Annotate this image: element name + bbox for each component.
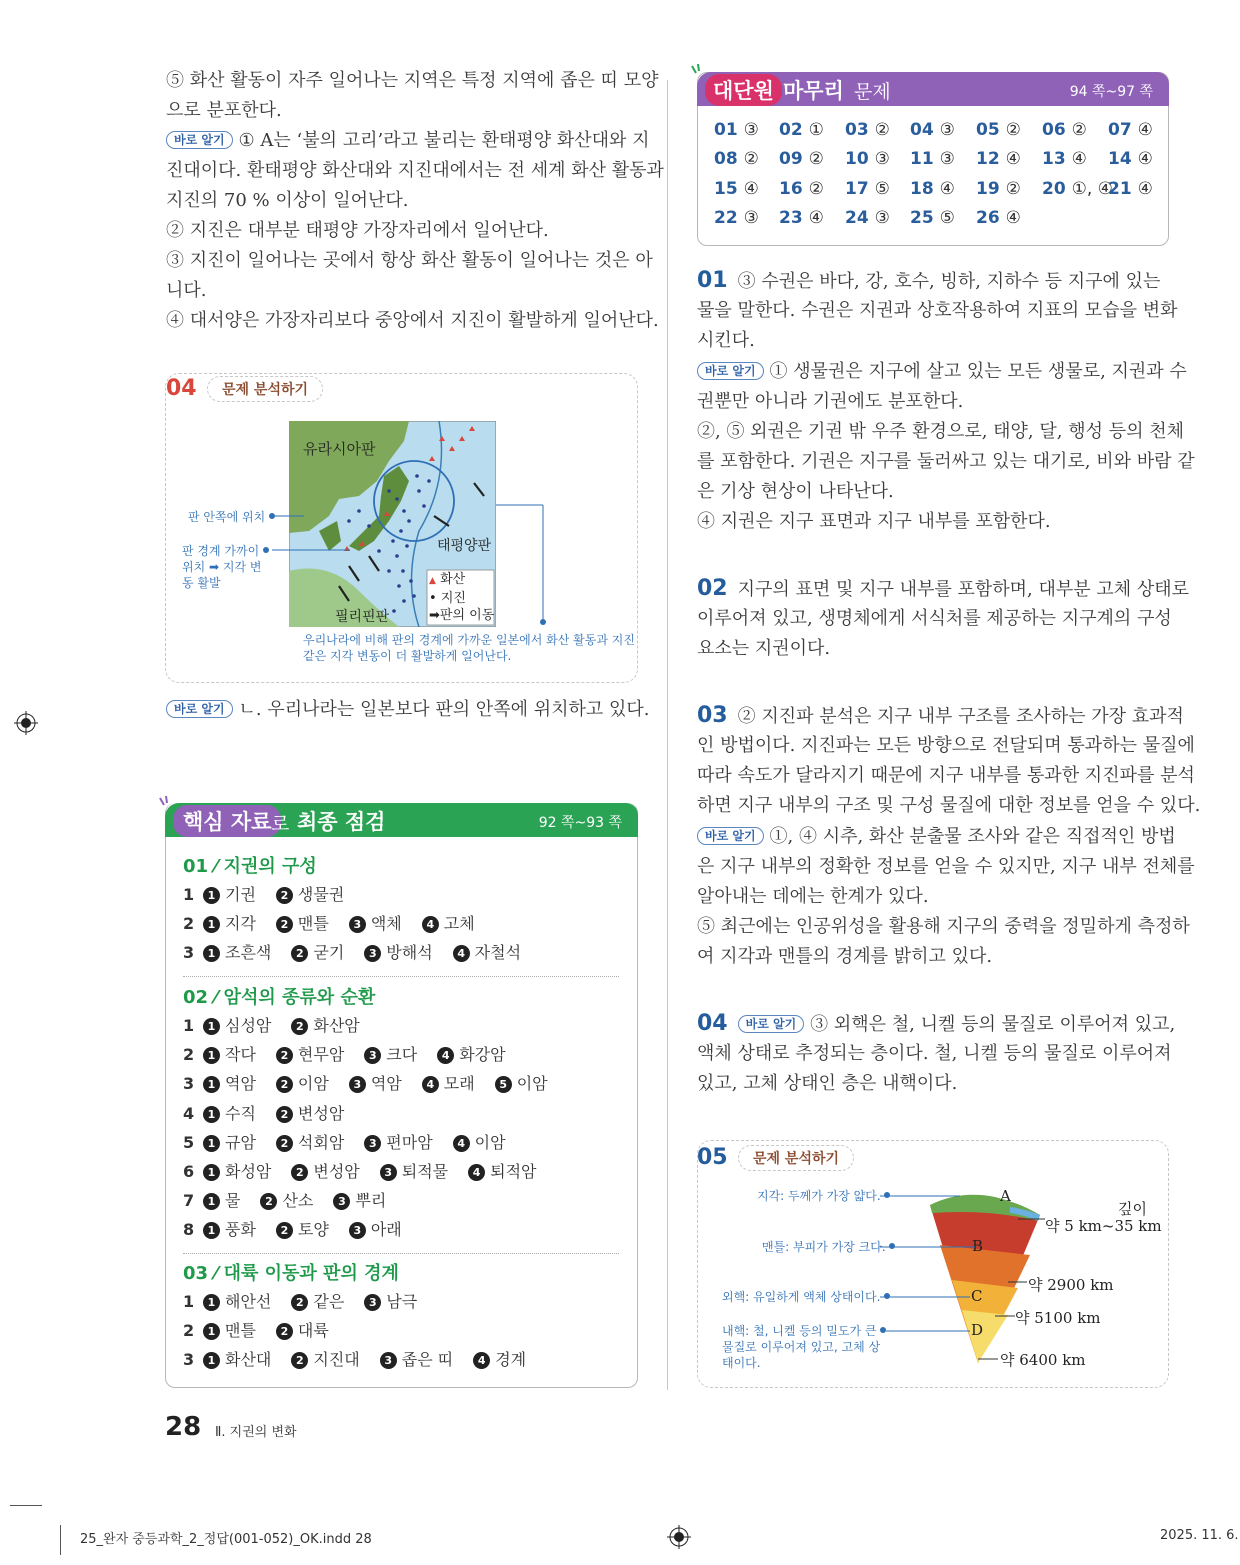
summary-section-title: 03 ⁄ 대륙 이동과 판의 경계 xyxy=(183,1263,399,1284)
text-line: ⑤ 화산 활동이 자주 일어나는 지역은 특정 지역에 좁은 띠 모양 xyxy=(166,70,659,91)
number-marker: 3 xyxy=(364,1047,381,1064)
summary-answer: 3 편마암 xyxy=(364,1130,432,1153)
answer-item: 26 ④ xyxy=(976,207,1021,228)
number-marker: 4 xyxy=(473,1352,490,1369)
number-marker: 2 xyxy=(291,945,308,962)
number-marker: 3 xyxy=(349,916,366,933)
text-line: ④ 대서양은 가장자리보다 중앙에서 지진이 활발하게 일어난다. xyxy=(166,310,659,331)
number-marker: 2 xyxy=(276,1106,293,1123)
number-marker: 2 xyxy=(291,1018,308,1035)
number-marker: 2 xyxy=(276,1076,293,1093)
section-divider xyxy=(183,976,619,977)
number-marker: 1 xyxy=(203,1135,220,1152)
summary-answer: 1 화성암 xyxy=(203,1159,271,1182)
depth-label: 약 2900 km xyxy=(1028,1276,1114,1294)
number-marker: 3 xyxy=(349,1222,366,1239)
number-marker: 1 xyxy=(203,916,220,933)
depth-label: 약 5100 km xyxy=(1015,1309,1101,1327)
summary-row: 2 1 맨틀 2 대륙 xyxy=(183,1318,349,1341)
answer-item: 18 ④ xyxy=(910,178,955,199)
map-legend: ▲ 화산 • 지진 ➡판의 이동 xyxy=(429,572,495,623)
number-marker: 4 xyxy=(453,945,470,962)
summary-answer: 4 고체 xyxy=(422,911,475,934)
answer-item: 16 ② xyxy=(779,178,824,199)
summary-answer: 1 맨틀 xyxy=(203,1318,256,1341)
answer-item: 15 ④ xyxy=(714,178,759,199)
summary-answer: 5 이암 xyxy=(495,1071,548,1094)
text-line: 바로 알기 ① A는 ‘불의 고리’라고 불리는 환태평양 화산대와 지 xyxy=(166,126,650,156)
summary-answer: 2 같은 xyxy=(291,1289,344,1312)
number-marker: 2 xyxy=(276,1323,293,1340)
answer-item: 20 ①, ④ xyxy=(1042,178,1113,199)
analysis-tag: 문제 분석하기 xyxy=(207,376,323,402)
section-divider xyxy=(183,1253,619,1254)
answer-item: 07 ④ xyxy=(1108,120,1153,140)
number-marker: 2 xyxy=(291,1164,308,1181)
callout-mantle: 맨틀: 부피가 가장 크다. xyxy=(762,1239,895,1255)
text-line: 바로 알기 ㄴ. 우리나라는 일본보다 판의 안쪽에 위치하고 있다. xyxy=(166,695,649,725)
summary-row: 1 1 심성암 2 화산암 xyxy=(183,1013,380,1036)
answer-item: 24 ③ xyxy=(845,207,890,228)
number-marker: 3 xyxy=(364,945,381,962)
wrong-badge: 바로 알기 xyxy=(166,700,233,718)
summary-section-title: 01 ⁄ 지권의 구성 xyxy=(183,856,317,877)
question-number: 01 xyxy=(697,268,728,293)
layer-label-c: C xyxy=(971,1287,983,1305)
label-pacific: 태평양판 xyxy=(437,538,492,554)
summary-answer: 2 지진대 xyxy=(291,1347,359,1370)
answer-item: 13 ④ xyxy=(1042,149,1087,170)
summary-answer: 3 아래 xyxy=(349,1217,402,1240)
summary-answer: 3 크다 xyxy=(364,1042,417,1065)
summary-answer: 4 경계 xyxy=(473,1347,526,1370)
number-marker: 1 xyxy=(203,945,220,962)
layer-label-d: D xyxy=(971,1321,984,1339)
number-marker: 3 xyxy=(364,1135,381,1152)
text-line: 진대이다. 환태평양 화산대와 지진대에서는 전 세계 화산 활동과 xyxy=(166,160,664,181)
text-line: 은 기상 현상이 나타난다. xyxy=(697,481,894,502)
number-marker: 2 xyxy=(276,887,293,904)
text-line: 물을 말한다. 수권은 지권과 상호작용하여 지표의 모습을 변화 xyxy=(697,300,1178,321)
summary-row: 3 1 역암 2 이암 3 역암 4 모래 5 이암 xyxy=(183,1071,568,1094)
wrong-badge: 바로 알기 xyxy=(166,131,233,149)
number-marker: 2 xyxy=(260,1193,277,1210)
crop-mark xyxy=(10,1505,42,1506)
summary-answer: 1 조흔색 xyxy=(203,940,271,963)
summary-answer: 2 현무암 xyxy=(276,1042,344,1065)
number-marker: 3 xyxy=(349,1076,366,1093)
summary-answer: 3 방해석 xyxy=(364,940,432,963)
summary-answer: 3 뿌리 xyxy=(333,1188,386,1211)
callout-inner-core: 내핵: 철, 니켈 등의 밀도가 큰 물질로 이루어져 있고, 고체 상 태이다. xyxy=(722,1323,886,1371)
summary-answer: 3 역암 xyxy=(349,1071,402,1094)
summary-answer: 1 수직 xyxy=(203,1101,256,1124)
summary-answer: 3 퇴적물 xyxy=(380,1159,448,1182)
text-line: ④ 지권은 지구 표면과 지구 내부를 포함한다. xyxy=(697,511,1051,532)
callout-boundary: 판 경계 가까이 위치 ➡ 지각 변 동 활발 xyxy=(182,543,269,591)
number-marker: 1 xyxy=(203,1106,220,1123)
summary-row: 4 1 수직 2 변성암 xyxy=(183,1101,364,1124)
analysis-tag: 문제 분석하기 xyxy=(738,1145,854,1171)
answer-item: 19 ② xyxy=(976,178,1021,199)
number-marker: 2 xyxy=(276,1222,293,1239)
summary-answer: 2 토양 xyxy=(276,1217,329,1240)
text-line: 04 바로 알기 ③ 외핵은 철, 니켈 등의 물질로 이루어져 있고, xyxy=(697,1011,1176,1036)
layer-label-b: B xyxy=(972,1237,984,1255)
answer-item: 09 ② xyxy=(779,149,824,170)
wedge-callout-lines xyxy=(870,1190,990,1340)
number-marker: 2 xyxy=(291,1294,308,1311)
text-line: ②, ⑤ 외권은 기권 밖 우주 환경으로, 태양, 달, 행성 등의 천체 xyxy=(697,421,1184,442)
summary-answer: 1 화산대 xyxy=(203,1347,271,1370)
summary-answer: 2 맨틀 xyxy=(276,911,329,934)
summary-answer: 2 석회암 xyxy=(276,1130,344,1153)
depth-label: 약 6400 km xyxy=(1000,1351,1086,1369)
summary-answer: 1 작다 xyxy=(203,1042,256,1065)
question-number: 05 xyxy=(697,1145,728,1170)
answer-item: 03 ② xyxy=(845,120,890,140)
wrong-badge: 바로 알기 xyxy=(697,827,764,845)
summary-answer: 2 이암 xyxy=(276,1071,329,1094)
text-line: 바로 알기 ①, ④ 시추, 화산 분출물 조사와 같은 직접적인 방법 xyxy=(697,822,1176,852)
column-divider xyxy=(667,80,668,1390)
callout-inside: 판 안쪽에 위치 xyxy=(188,509,275,525)
number-marker: 3 xyxy=(333,1193,350,1210)
summary-answer: 2 굳기 xyxy=(291,940,344,963)
text-line: ② 지진은 대부분 태평양 가장자리에서 일어난다. xyxy=(166,220,549,241)
summary-row: 2 1 지각 2 맨틀 3 액체 4 고체 xyxy=(183,911,495,934)
summary-row: 2 1 작다 2 현무암 3 크다 4 화강암 xyxy=(183,1042,526,1065)
summary-row: 5 1 규암 2 석회암 3 편마암 4 이암 xyxy=(183,1130,526,1153)
summary-answer: 3 좁은 띠 xyxy=(380,1347,453,1370)
summary-answer: 4 화강암 xyxy=(437,1042,505,1065)
number-marker: 3 xyxy=(380,1164,397,1181)
number-marker: 1 xyxy=(203,1193,220,1210)
text-line: 권뿐만 아니라 기권에도 분포한다. xyxy=(697,391,964,412)
summary-section-title: 02 ⁄ 암석의 종류와 순환 xyxy=(183,987,376,1008)
text-line: 알아내는 데에는 한계가 있다. xyxy=(697,886,929,907)
number-marker: 5 xyxy=(495,1076,512,1093)
text-line: 인 방법이다. 지진파는 모든 방향으로 전달되며 통과하는 물질에 xyxy=(697,735,1195,756)
summary-answer: 2 대륙 xyxy=(276,1318,329,1341)
number-marker: 1 xyxy=(203,1047,220,1064)
answer-item: 04 ③ xyxy=(910,120,955,140)
number-marker: 1 xyxy=(203,1164,220,1181)
text-line: 01 ③ 수권은 바다, 강, 호수, 빙하, 지하수 등 지구에 있는 xyxy=(697,268,1161,293)
number-marker: 1 xyxy=(203,1076,220,1093)
answer-item: 25 ⑤ xyxy=(910,207,955,228)
spark-icon xyxy=(688,63,704,79)
summary-answer: 4 이암 xyxy=(453,1130,506,1153)
text-line: 02 지구의 표면 및 지구 내부를 포함하며, 대부분 고체 상태로 xyxy=(697,576,1190,601)
label-eurasia: 유라시아판 xyxy=(303,440,376,458)
summary-row: 6 1 화성암 2 변성암 3 퇴적물 4 퇴적암 xyxy=(183,1159,557,1182)
text-line: 시킨다. xyxy=(697,330,755,351)
text-line: 를 포함한다. 기권은 지구를 둘러싸고 있는 대기로, 비와 바람 같 xyxy=(697,451,1195,472)
summary-row: 3 1 조흔색 2 굳기 3 방해석 4 자철석 xyxy=(183,940,541,963)
answer-item: 21 ④ xyxy=(1108,178,1153,199)
text-line: 요소는 지권이다. xyxy=(697,638,831,659)
summary-row: 8 1 풍화 2 토양 3 아래 xyxy=(183,1217,422,1240)
text-line: 은 지구 내부의 정확한 정보를 얻을 수 있지만, 지구 내부 전체를 xyxy=(697,856,1195,877)
text-line: 있고, 고체 상태인 층은 내핵이다. xyxy=(697,1073,958,1094)
callout-outer-core: 외핵: 유일하게 액체 상태이다. xyxy=(722,1289,890,1305)
text-line: 바로 알기 ① 생물권은 지구에 살고 있는 모든 생물로, 지권과 수 xyxy=(697,357,1187,387)
layer-label-a: A xyxy=(1000,1187,1011,1205)
page-number: 28 xyxy=(165,1412,202,1442)
text-line: 지진의 70 % 이상이 일어난다. xyxy=(166,190,409,211)
summary-row: 1 1 해안선 2 같은 3 남극 xyxy=(183,1289,437,1312)
registration-mark-icon xyxy=(667,1525,691,1549)
number-marker: 4 xyxy=(468,1164,485,1181)
number-marker: 2 xyxy=(276,916,293,933)
summary-answer: 1 심성암 xyxy=(203,1013,271,1036)
map-caption: 우리나라에 비해 판의 경계에 가까운 일본에서 화산 활동과 지진 같은 지각 변동이 더 활발하게 일어난다. xyxy=(303,633,635,663)
summary-answer: 3 액체 xyxy=(349,911,402,934)
number-marker: 1 xyxy=(203,887,220,904)
text-line: 액체 상태로 추정되는 층이다. 철, 니켈 등의 물질로 이루어져 xyxy=(697,1043,1172,1064)
text-line: 03 ② 지진파 분석은 지구 내부 구조를 조사하는 가장 효과적 xyxy=(697,703,1184,728)
summary-answer: 1 풍화 xyxy=(203,1217,256,1240)
summary-row: 3 1 화산대 2 지진대 3 좁은 띠 4 경계 xyxy=(183,1347,546,1370)
text-line: 니다. xyxy=(166,280,207,301)
summary-header: 핵심 자료 로 최종 점검 92 쪽~93 쪽 xyxy=(165,803,638,837)
question-number: 04 xyxy=(166,376,197,401)
number-marker: 4 xyxy=(422,916,439,933)
summary-answer: 1 역암 xyxy=(203,1071,256,1094)
text-line: 이루어져 있고, 생명체에게 서식처를 제공하는 지구계의 구성 xyxy=(697,608,1172,629)
depth-title: 깊이 xyxy=(1118,1200,1147,1218)
unit-header: 대단원 마무리 문제 94 쪽~97 쪽 xyxy=(697,72,1169,106)
footer-date: 2025. 11. 6. xyxy=(1160,1528,1239,1543)
depth-label: 약 5 km~35 km xyxy=(1045,1217,1162,1235)
number-marker: 2 xyxy=(291,1352,308,1369)
number-marker: 1 xyxy=(203,1222,220,1239)
registration-mark-icon xyxy=(14,711,38,735)
number-marker: 4 xyxy=(422,1076,439,1093)
number-marker: 3 xyxy=(364,1294,381,1311)
number-marker: 2 xyxy=(276,1135,293,1152)
answer-item: 10 ③ xyxy=(845,149,890,170)
footer-file: 25_완자 중등과학_2_정답(001-052)_OK.indd 28 xyxy=(80,1532,372,1547)
number-marker: 4 xyxy=(453,1135,470,1152)
spark-icon xyxy=(156,795,172,811)
summary-answer: 4 자철석 xyxy=(453,940,521,963)
text-line: 따라 속도가 달라지기 때문에 지구 내부를 통과한 지진파를 분석 xyxy=(697,765,1195,786)
wrong-badge: 바로 알기 xyxy=(738,1015,805,1033)
text-line: ⑤ 최근에는 인공위성을 활용해 지구의 중력을 정밀하게 측정하 xyxy=(697,916,1190,937)
number-marker: 1 xyxy=(203,1323,220,1340)
summary-answer: 2 변성암 xyxy=(276,1101,344,1124)
summary-answer: 1 지각 xyxy=(203,911,256,934)
crop-mark xyxy=(60,1525,61,1555)
summary-answer: 3 남극 xyxy=(364,1289,417,1312)
number-marker: 1 xyxy=(203,1294,220,1311)
summary-answer: 1 규암 xyxy=(203,1130,256,1153)
answer-item: 01 ③ xyxy=(714,120,759,140)
number-marker: 1 xyxy=(203,1352,220,1369)
answer-item: 12 ④ xyxy=(976,149,1021,170)
summary-answer: 4 모래 xyxy=(422,1071,475,1094)
summary-answer: 2 변성암 xyxy=(291,1159,359,1182)
summary-answer: 1 물 xyxy=(203,1188,240,1211)
answer-item: 11 ③ xyxy=(910,149,955,170)
text-line: ③ 지진이 일어나는 곳에서 항상 화산 활동이 일어나는 것은 아 xyxy=(166,250,653,271)
answer-item: 02 ① xyxy=(779,120,824,140)
summary-answer: 2 산소 xyxy=(260,1188,313,1211)
question-number: 04 xyxy=(697,1011,728,1036)
question-number: 02 xyxy=(697,576,728,601)
answer-item: 17 ⑤ xyxy=(845,178,890,199)
callout-crust: 지각: 두께가 가장 얇다. xyxy=(757,1188,890,1204)
number-marker: 4 xyxy=(437,1047,454,1064)
question-number: 03 xyxy=(697,703,728,728)
number-marker: 3 xyxy=(380,1352,397,1369)
summary-answer: 1 기권 xyxy=(203,882,256,905)
number-marker: 2 xyxy=(276,1047,293,1064)
text-line: 하면 지구 내부의 구조 및 구성 물질에 대한 정보를 얻을 수 있다. xyxy=(697,795,1201,816)
text-line: 으로 분포한다. xyxy=(166,100,282,121)
summary-answer: 1 해안선 xyxy=(203,1289,271,1312)
number-marker: 1 xyxy=(203,1018,220,1035)
answer-item: 05 ② xyxy=(976,120,1021,140)
answer-item: 23 ④ xyxy=(779,207,824,228)
summary-answer: 2 생물권 xyxy=(276,882,344,905)
summary-answer: 2 화산암 xyxy=(291,1013,359,1036)
summary-answer: 4 퇴적암 xyxy=(468,1159,536,1182)
answer-item: 22 ③ xyxy=(714,207,759,228)
summary-row: 7 1 물 2 산소 3 뿌리 xyxy=(183,1188,406,1211)
answer-item: 06 ② xyxy=(1042,120,1087,140)
chapter-title: Ⅱ. 지권의 변화 xyxy=(215,1425,297,1440)
label-philippine: 필리핀판 xyxy=(335,609,390,625)
answer-item: 08 ② xyxy=(714,149,759,170)
text-line: 여 지각과 맨틀의 경계를 밝히고 있다. xyxy=(697,946,993,967)
wrong-badge: 바로 알기 xyxy=(697,362,764,380)
answer-item: 14 ④ xyxy=(1108,149,1153,170)
summary-row: 1 1 기권 2 생물권 xyxy=(183,882,364,905)
